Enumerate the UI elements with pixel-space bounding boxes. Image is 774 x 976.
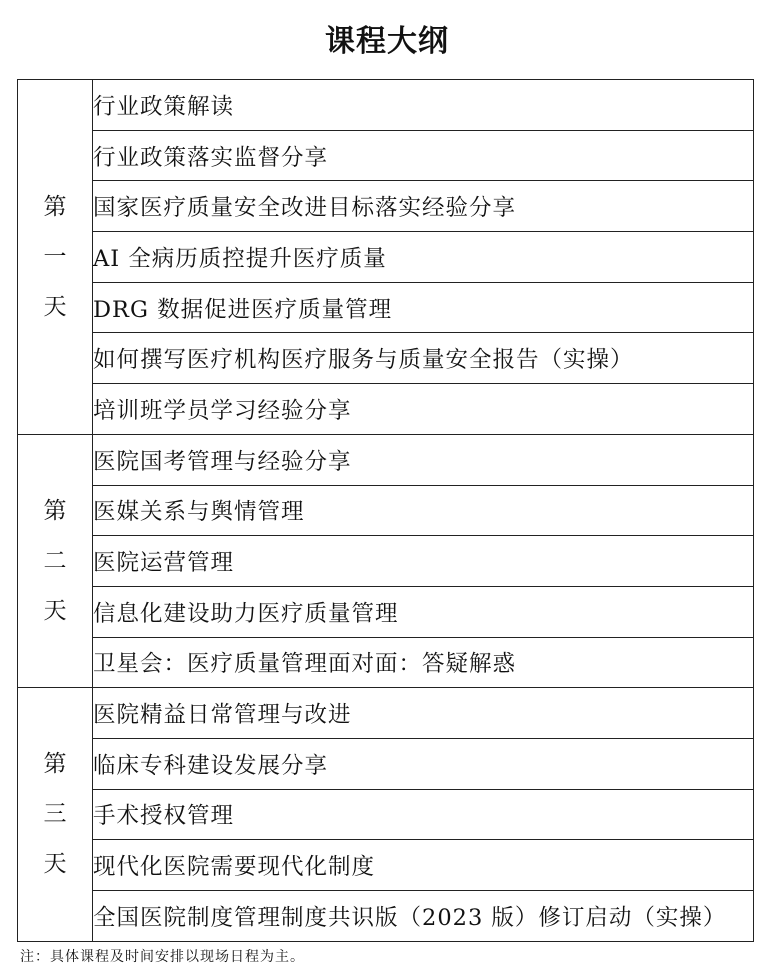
table-row [18, 232, 754, 283]
table-row [18, 282, 754, 333]
page-title: 课程大纲 [325, 24, 449, 59]
course-item: AI 全病历质控提升医疗质量 [93, 232, 754, 283]
table-row [18, 333, 754, 384]
day-label-cell [18, 688, 93, 941]
course-item: 临床专科建设发展分享 [93, 738, 754, 789]
course-item: 行业政策解读 [93, 80, 754, 131]
day-label-char: 第 [43, 193, 67, 220]
course-item: 现代化医院需要现代化制度 [93, 840, 754, 891]
table-row [18, 536, 754, 587]
course-item: DRG 数据促进医疗质量管理 [93, 282, 754, 333]
table-row [18, 738, 754, 789]
footnote: 注：具体课程及时间安排以现场日程为主。 [20, 949, 305, 965]
table-row [18, 688, 754, 739]
course-item: 医院国考管理与经验分享 [93, 434, 754, 485]
day-label-char: 二 [43, 548, 67, 575]
course-item: 手术授权管理 [93, 789, 754, 840]
day-label-cell [18, 434, 93, 687]
day-label-char: 天 [43, 851, 67, 878]
course-item: 医媒关系与舆情管理 [93, 485, 754, 536]
day-label-char: 三 [43, 801, 67, 828]
table-row [18, 586, 754, 637]
table-row [18, 840, 754, 891]
table-row [18, 434, 754, 485]
course-item: 行业政策落实监督分享 [93, 130, 754, 181]
course-item: 信息化建设助力医疗质量管理 [93, 586, 754, 637]
course-item: 如何撰写医疗机构医疗服务与质量安全报告（实操） [93, 333, 754, 384]
course-item: 全国医院制度管理制度共识版（2023 版）修订启动（实操） [93, 891, 754, 942]
day-label-char: 一 [43, 243, 67, 270]
course-item: 卫星会：医疗质量管理面对面：答疑解惑 [93, 637, 754, 688]
table-row [18, 789, 754, 840]
course-item: 国家医疗质量安全改进目标落实经验分享 [93, 181, 754, 232]
course-item: 医院运营管理 [93, 536, 754, 587]
course-item: 医院精益日常管理与改进 [93, 688, 754, 739]
table-row [18, 891, 754, 942]
day-label-char: 第 [43, 498, 67, 525]
course-item: 培训班学员学习经验分享 [93, 384, 754, 435]
table-row [18, 181, 754, 232]
day-label-char: 第 [43, 751, 67, 778]
table-row [18, 485, 754, 536]
day-label-char: 天 [43, 293, 67, 320]
day-label-char: 天 [43, 598, 67, 625]
course-outline-table [17, 79, 754, 942]
table-row [18, 384, 754, 435]
table-row [18, 130, 754, 181]
day-label-cell [18, 80, 93, 435]
table-row [18, 637, 754, 688]
table-row [18, 80, 754, 131]
